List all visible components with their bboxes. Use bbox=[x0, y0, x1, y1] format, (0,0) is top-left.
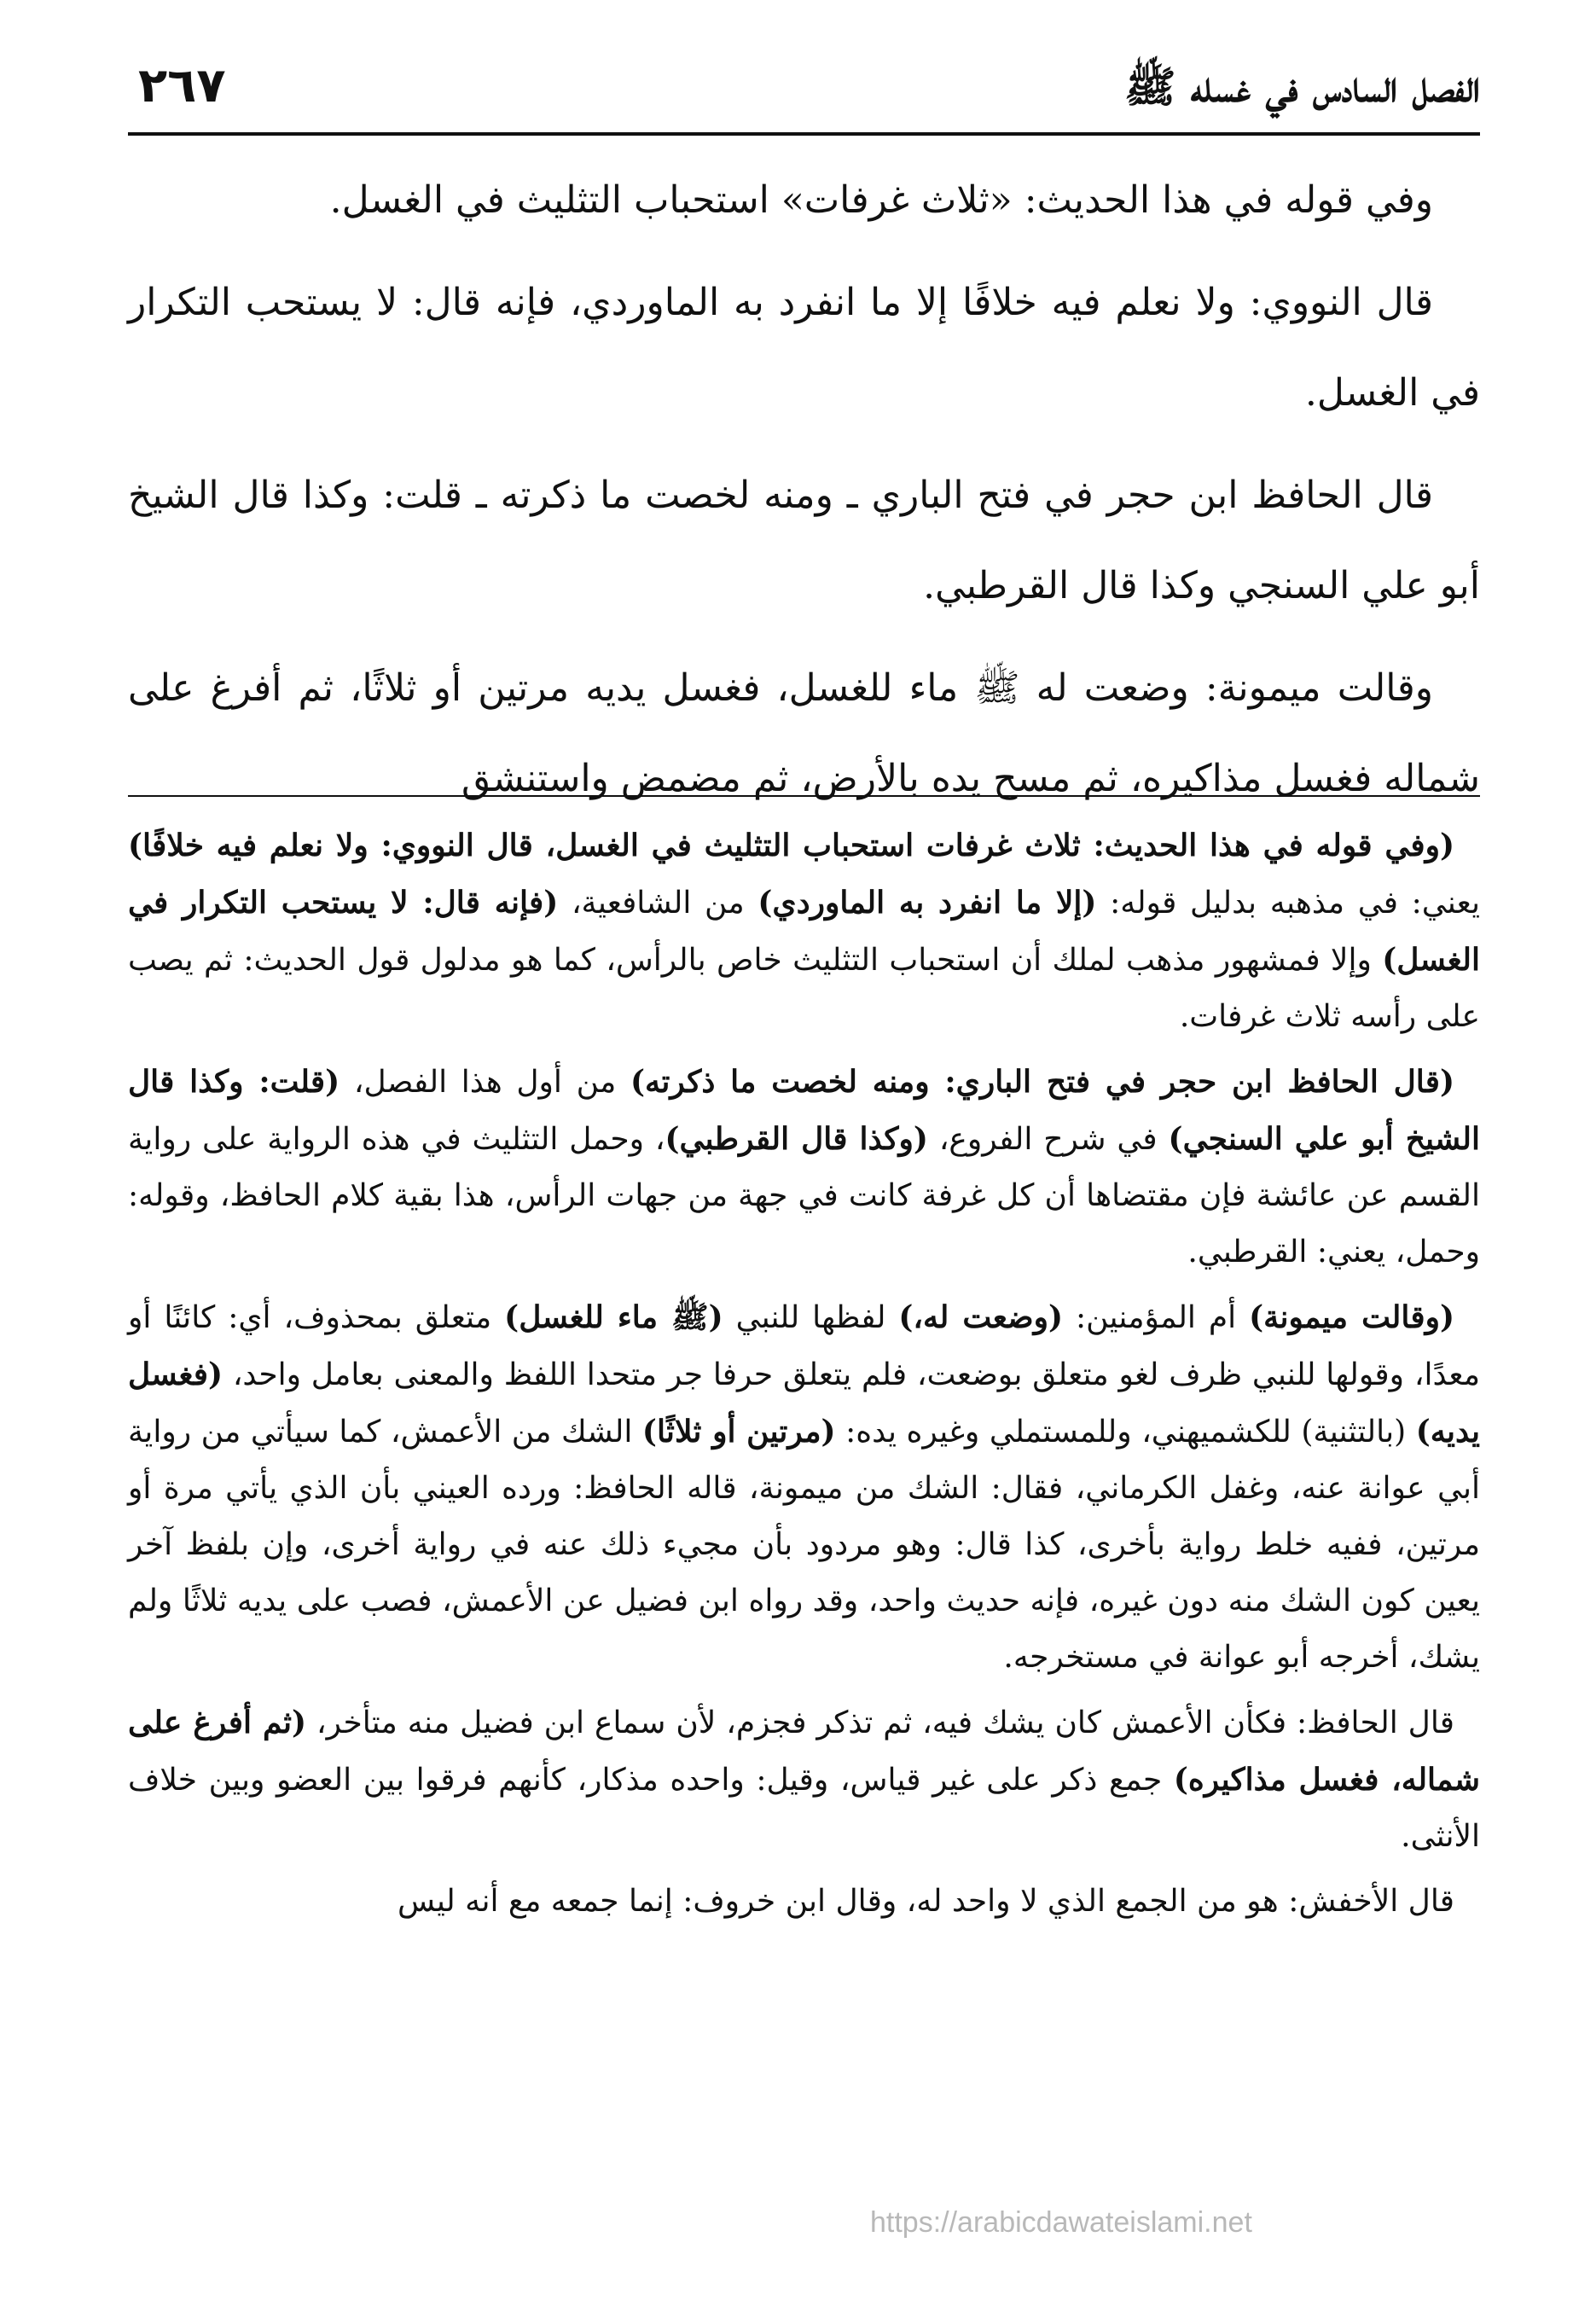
main-paragraph: وفي قوله في هذا الحديث: «ثلاث غرفات» استحباب التثليث في الغسل. bbox=[329, 178, 1433, 222]
commentary-text: وإلا فمشهور مذهب لملك أن استحباب التثليث خاص بالرأس، كما هو مدلول قول الحديث: ثم يصب على رأسه ثلاث غرفات. bbox=[128, 943, 1480, 1034]
commentary-paragraph bbox=[128, 1054, 1480, 1281]
chapter-title: الفصل السادس في غسله ﷺ bbox=[1124, 61, 1480, 112]
commentary-text: لفظها للنبي bbox=[723, 1300, 899, 1335]
main-paragraph: قال الحافظ ابن حجر في فتح الباري ـ ومنه لخصت ما ذكرته ـ قلت: وكذا قال الشيخ أبو علي السنجي وكذا قال القرطبي. bbox=[128, 474, 1480, 607]
quoted-text: (ﷺ ماء للغسل) bbox=[504, 1299, 723, 1335]
commentary-text: الشك من الأعمش، كما سيأتي من رواية أبي عوانة عنه، وغفل الكرماني، فقال: الشك من ميمونة، قاله الحافظ: ورده العيني بأن الذي يأتي مرة أو مرتين، ففيه خلط رواية بأخرى، كذا قال: وهو مردود بأن مجيء ذلك عنه في رواية أخرى، وإن بلفظ آخر يعين كون الشك منه دون غيره، فإنه حديث واحد، وقد رواه ابن فضيل عن الأعمش، فصب على يديه ثلاثًا ولم يشك، أخرجه أبو عوانة في مستخرجه. bbox=[128, 1415, 1481, 1675]
commentary-text: من الشافعية، bbox=[558, 886, 758, 921]
quoted-text: (فغسل يديه) bbox=[128, 1357, 1480, 1450]
quoted-text: (وكذا قال القرطبي) bbox=[665, 1121, 928, 1157]
commentary-text: يعني: في مذهبه بدليل قوله: bbox=[1096, 886, 1480, 921]
quoted-text: (وقالت ميمونة) bbox=[1249, 1299, 1454, 1335]
quoted-text: (ثم أفرغ على شماله، فغسل مذاكيره) bbox=[128, 1705, 1481, 1798]
commentary-paragraph bbox=[128, 1694, 1480, 1865]
main-paragraph: وقالت ميمونة: وضعت له ﷺ ماء للغسل، فغسل يديه مرتين أو ثلاثًا، ثم أفرغ على شماله فغسل مذاكيره، ثم مسح يده بالأرض، ثم مضمض واستنشق bbox=[128, 666, 1480, 800]
commentary-text: من أول هذا الفصل، bbox=[340, 1065, 630, 1100]
commentary-paragraph bbox=[128, 817, 1480, 1045]
main-paragraph: قال النووي: ولا نعلم فيه خلافًا إلا ما انفرد به الماوردي، فإنه قال: لا يستحب التكرار في الغسل. bbox=[128, 281, 1480, 415]
quoted-text: (وفي قوله في هذا الحديث: ثلاث غرفات استحباب التثليث في الغسل، قال النووي: ولا نعلم فيه خلافًا) bbox=[128, 828, 1454, 863]
commentary-paragraph bbox=[128, 1289, 1480, 1686]
commentary bbox=[128, 817, 1480, 1938]
quoted-text: (قلت: وكذا قال الشيخ أبو علي السنجي) bbox=[128, 1064, 1480, 1157]
quoted-text: (مرتين أو ثلاثًا) bbox=[641, 1414, 836, 1450]
quoted-text: (فإنه قال: لا يستحب التكرار في الغسل) bbox=[128, 885, 1480, 978]
commentary-paragraph: قال الأخفش: هو من الجمع الذي لا واحد له، وقال ابن خروف: إنما جمعه مع أنه ليس bbox=[397, 1884, 1454, 1919]
book-page bbox=[128, 51, 1480, 2269]
commentary-text: في شرح الفروع، bbox=[927, 1122, 1169, 1157]
footnote-separator bbox=[128, 795, 1480, 797]
page-number: ٢٦٧ bbox=[138, 58, 226, 113]
commentary-text: جمع ذكر على غير قياس، وقيل: واحده مذكار، كأنهم فرقوا بين العضو وبين خلاف الأنثى. bbox=[128, 1763, 1480, 1854]
commentary-text: ، وحمل التثليث في هذه الرواية على رواية القسم عن عائشة فإن مقتضاها أن كل غرفة كانت في جهة من جهات الرأس، هذا بقية كلام الحافظ، وقوله: وحمل، يعني: القرطبي. bbox=[128, 1122, 1480, 1269]
quoted-text: (وضعت له،) bbox=[898, 1299, 1064, 1335]
quoted-text: (قال الحافظ ابن حجر في فتح الباري: ومنه لخصت ما ذكرته) bbox=[630, 1064, 1454, 1100]
commentary-text: (بالتثنية) للكشميهني، وللمستملي وغيره يده: bbox=[835, 1415, 1416, 1450]
main-text bbox=[128, 155, 1480, 836]
commentary-text: متعلق بمحذوف، أي: كائنًا أو معدًا، وقولها للنبي ظرف لغو متعلق بوضعت، فلم يتعلق حرفا جر متحدا اللفظ والمعنى بعامل واحد، bbox=[128, 1300, 1480, 1392]
commentary-text: أم المؤمنين: bbox=[1063, 1300, 1250, 1335]
quoted-text: (إلا ما انفرد به الماوردي) bbox=[757, 885, 1097, 921]
commentary-text: قال الحافظ: فكأن الأعمش كان يشك فيه، ثم تذكر فجزم، لأن سماع ابن فضيل منه متأخر، bbox=[306, 1705, 1454, 1740]
watermark-url: https://arabicdawateislami.net bbox=[870, 2206, 1252, 2239]
running-header bbox=[128, 51, 1480, 136]
